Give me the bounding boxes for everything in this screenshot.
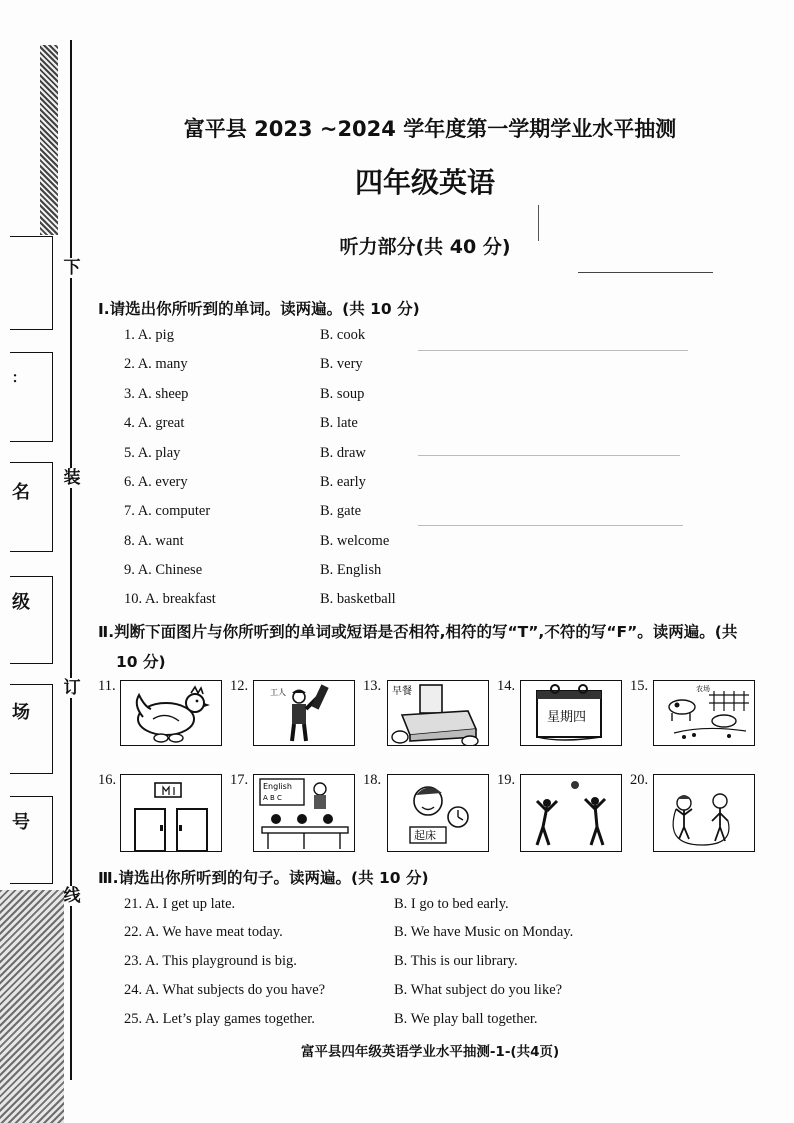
calendar-icon: [520, 680, 622, 746]
part3-option-b: B. We play ball together.: [394, 1011, 538, 1027]
picture-label: 星期四: [547, 710, 587, 725]
part1-option-b: B. basketball: [320, 591, 396, 607]
score-line: [578, 272, 713, 273]
binding-char-zhuang: 装: [63, 468, 81, 488]
binding-line: [70, 40, 72, 1080]
part3-option-a: 22. A. We have meat today.: [124, 924, 283, 940]
elevator-icon: [120, 774, 222, 852]
picture-number: 17.: [230, 772, 249, 788]
part1-option-b: B. very: [320, 356, 363, 372]
jump-rope-icon: [653, 774, 755, 852]
part1-heading: Ⅰ.请选出你所听到的单词。读两遍。(共 10 分): [98, 300, 420, 318]
info-box-name: [10, 462, 53, 552]
get-up-icon: [387, 774, 489, 852]
part1-option-a: 2. A. many: [124, 356, 188, 372]
picture-number: 18.: [363, 772, 382, 788]
page-footer: 富平县四年级英语学业水平抽测-1-(共4页): [300, 1044, 560, 1060]
part1-option-b: B. welcome: [320, 533, 390, 549]
exam-title: 富平县 2023 ~2024 学年度第一学期学业水平抽测: [183, 117, 677, 141]
info-label-number: 号: [12, 812, 30, 833]
info-label-name: 名: [12, 482, 30, 503]
picture-label: A B C: [263, 794, 282, 802]
picture-number: 20.: [630, 772, 649, 788]
farm-icon: [653, 680, 755, 746]
part1-option-b: B. late: [320, 415, 358, 431]
part2-heading: Ⅱ.判断下面图片与你所听到的单词或短语是否相符,相符的写“T”,不符的写“F”。读两遍。(共: [98, 623, 738, 641]
part3-option-a: 24. A. What subjects do you have?: [124, 982, 326, 998]
scan-texture: [0, 890, 64, 1123]
info-label-grade: 级: [12, 592, 30, 613]
faint-line: [418, 525, 683, 526]
part1-option-b: B. draw: [320, 445, 366, 461]
picture-number: 16.: [98, 772, 117, 788]
worker-icon: [253, 680, 355, 746]
section-title: 听力部分(共 40 分): [339, 236, 511, 258]
picture-number: 13.: [363, 678, 382, 694]
part1-option-b: B. early: [320, 474, 366, 490]
picture-label: 起床: [414, 829, 436, 842]
english-class-icon: [253, 774, 355, 852]
part3-option-b: B. I go to bed early.: [394, 896, 509, 912]
part3-option-a: 21. A. I get up late.: [124, 896, 236, 912]
part3-option-b: B. This is our library.: [394, 953, 518, 969]
part1-option-a: 4. A. great: [124, 415, 185, 431]
info-label-room: 场: [12, 702, 30, 723]
part1-option-a: 7. A. computer: [124, 503, 211, 519]
info-colon: :: [12, 366, 19, 387]
exam-subtitle: 四年级英语: [354, 166, 495, 199]
binding-char-xia: 下: [63, 258, 81, 278]
part1-option-b: B. English: [320, 562, 382, 578]
part3-option-a: 23. A. This playground is big.: [124, 953, 297, 969]
part1-option-a: 9. A. Chinese: [124, 562, 203, 578]
hen-icon: [120, 680, 222, 746]
binding-char-xian: 线: [63, 886, 81, 906]
part1-option-b: B. cook: [320, 327, 366, 343]
binding-strip: [0, 0, 92, 1123]
picture-number: 12.: [230, 678, 249, 694]
part1-option-b: B. soup: [320, 386, 365, 402]
picture-label: 工人: [270, 688, 286, 697]
part3-option-b: B. We have Music on Monday.: [394, 924, 574, 940]
part1-option-a: 1. A. pig: [124, 327, 174, 343]
part1-option-a: 3. A. sheep: [124, 386, 189, 402]
part1-option-a: 8. A. want: [124, 533, 184, 549]
binding-char-ding: 订: [63, 678, 81, 698]
part3-option-a: 25. A. Let’s play games together.: [124, 1011, 315, 1027]
picture-label: 农场: [696, 685, 710, 693]
noise-pattern: [40, 45, 58, 235]
faint-line: [418, 455, 680, 456]
part1-option-a: 6. A. every: [124, 474, 188, 490]
picture-number: 15.: [630, 678, 649, 694]
picture-number: 11.: [98, 678, 116, 694]
ball-game-icon: [520, 774, 622, 852]
breakfast-icon: [387, 680, 489, 746]
picture-number: 14.: [497, 678, 516, 694]
part1-option-a: 10. A. breakfast: [124, 591, 216, 607]
part1-option-a: 5. A. play: [124, 445, 181, 461]
picture-label: 早餐: [392, 686, 412, 697]
part3-heading: Ⅲ.请选出你所听到的句子。读两遍。(共 10 分): [98, 869, 429, 887]
faint-line: [418, 350, 688, 351]
picture-number: 19.: [497, 772, 516, 788]
info-box-1: [10, 236, 53, 330]
part3-option-b: B. What subject do you like?: [394, 982, 563, 998]
picture-label: English: [263, 782, 292, 791]
part1-option-b: B. gate: [320, 503, 362, 519]
part2-heading-cont: 10 分): [116, 653, 166, 671]
